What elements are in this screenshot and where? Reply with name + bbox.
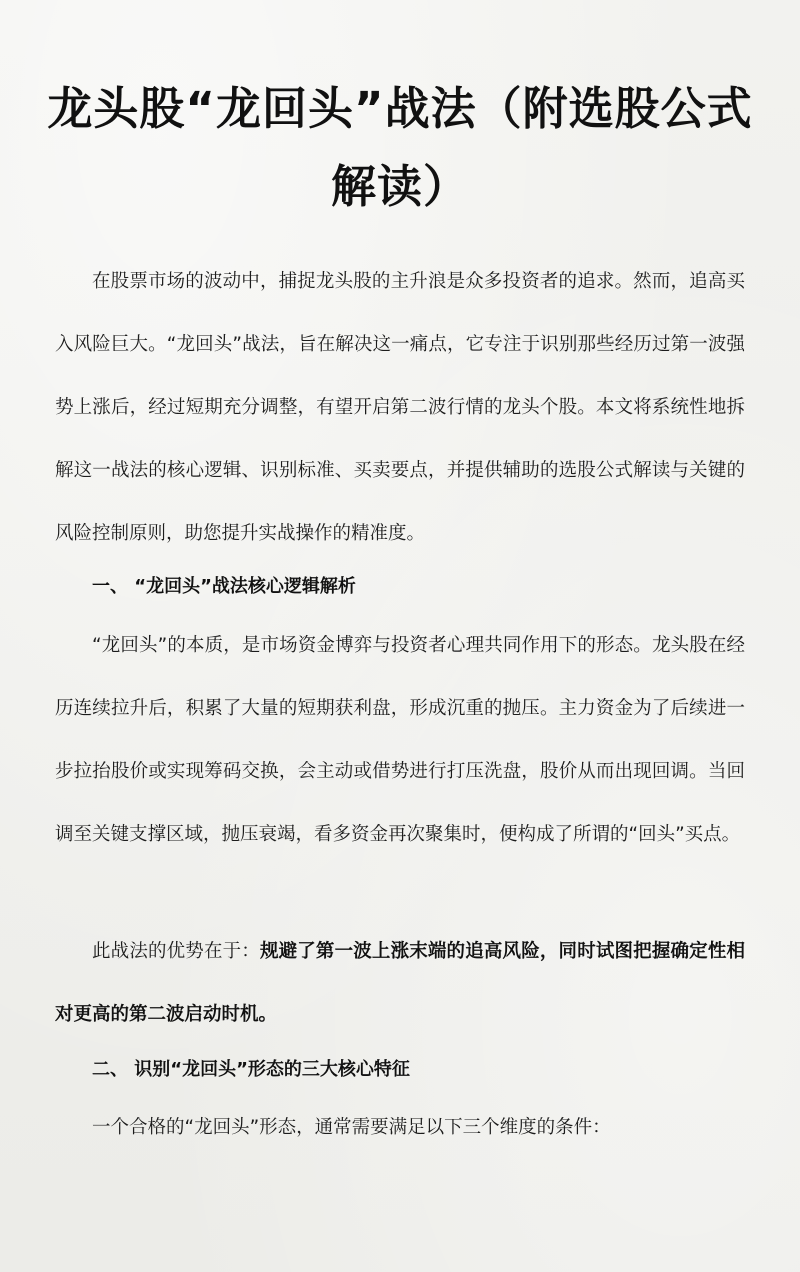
advantage-bold-text: 规避了第一波上涨末端的追高风险，同时试图把握确定性相对更高的第二波启动时机。 [55,941,745,1025]
section-1-paragraph: “龙回头”的本质，是市场资金博弈与投资者心理共同作用下的形态。龙头股在经历连续拉升后，积累了大量的短期获利盘，形成沉重的抛压。主力资金为了后续进一步拉抬股价或实现筹码交换，会主动或借势进行打压洗盘，股价从而出现回调。当回调至关键支撑区域，抛压衰竭，看多资金再次聚集时，便构成了所谓的“回头”买点。 [55,635,745,845]
intro-paragraph: 在股票市场的波动中，捕捉龙头股的主升浪是众多投资者的追求。然而，追高买入风险巨大。“龙回头”战法，旨在解决这一痛点，它专注于识别那些经历过第一波强势上涨后，经过短期充分调整，有望开启第二波行情的龙头个股。本文将系统性地拆解这一战法的核心逻辑、识别标准、买卖要点，并提供辅助的选股公式解读与关键的风险控制原则，助您提升实战操作的精准度。 [55,271,745,544]
article-title: 龙头股“龙回头”战法（附选股公式解读） [47,82,753,213]
advantage-paragraph [55,920,745,1046]
section-2-heading: 二、 识别“龙回头”形态的三大核心特征 [92,1059,410,1080]
advantage-lead-text: 此战法的优势在于： [92,941,260,962]
section-1-heading: 一、 “龙回头”战法核心逻辑解析 [92,576,356,597]
section-2-paragraph: 一个合格的“龙回头”形态，通常需要满足以下三个维度的条件： [92,1117,611,1138]
